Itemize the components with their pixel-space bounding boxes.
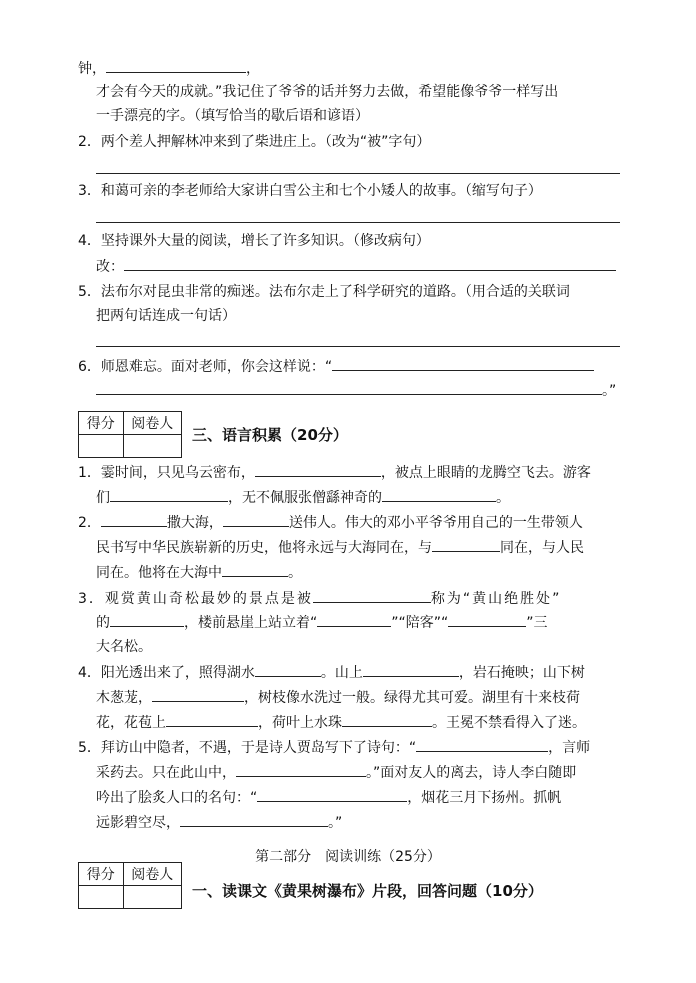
question-2: 2．两个差人押解林冲来到了柴进庄上。（改为“被”字句） [78, 134, 431, 150]
question-3: 3．和蔼可亲的李老师给大家讲白雪公主和七个小矮人的故事。（缩写句子） [78, 183, 542, 199]
answer-line[interactable] [96, 222, 620, 223]
blank[interactable] [257, 787, 407, 802]
s3-item5-line1: 5．拜访山中隐者，不遇，于是诗人贾岛写下了诗句：“ ，言师 [78, 737, 590, 757]
grader-label: 阅卷人 [123, 863, 181, 886]
blank[interactable] [222, 562, 288, 577]
score-cell[interactable] [79, 435, 124, 458]
s3-item5-line4: 远影碧空尽， 。” [96, 812, 342, 832]
question-5-line1: 5．法布尔对昆虫非常的痴迷。法布尔走上了科学研究的道路。（用合适的关联词 [78, 284, 570, 300]
blank[interactable] [363, 662, 459, 677]
question-4: 4．坚持课外大量的阅读，增长了许多知识。（修改病句） [78, 233, 430, 249]
s3-item4-line1: 4．阳光透出来了，照得湖水 。山上 ，岩石掩映；山下树 [78, 662, 585, 682]
s3-item2-line1: 2． 撒大海， 送伟人。伟大的邓小平爷爷用自己的一生带领人 [78, 512, 583, 532]
q1-line3: 一手漂亮的字。（填写恰当的歇后语和谚语） [96, 108, 369, 124]
section-3-title: 三、语言积累（20分） [192, 426, 348, 444]
blank[interactable] [223, 512, 289, 527]
blank[interactable] [432, 537, 500, 552]
question-6-line2: 。” [96, 380, 616, 400]
score-cell[interactable] [79, 886, 124, 909]
s3-item2-line2: 民书写中华民族崭新的历史，他将永远与大海同在，与 同在，与人民 [96, 537, 584, 557]
blank[interactable] [332, 356, 594, 371]
blank[interactable] [124, 256, 616, 271]
blank[interactable] [166, 712, 258, 727]
answer-line[interactable] [96, 173, 620, 174]
question-4-answer: 改： [96, 256, 616, 276]
question-5-line2: 把两句话连成一句话） [96, 308, 236, 324]
blank[interactable] [448, 612, 526, 627]
reading-question-1-title: 一、读课文《黄果树瀑布》片段，回答问题（10分） [192, 882, 543, 900]
blank[interactable] [416, 737, 548, 752]
s3-item3-line3: 大名松。 [96, 639, 152, 655]
grader-cell[interactable] [123, 435, 181, 458]
blank[interactable] [106, 58, 246, 73]
score-box [78, 411, 182, 458]
blank[interactable] [255, 662, 321, 677]
answer-line[interactable] [96, 346, 620, 347]
grader-cell[interactable] [123, 886, 181, 909]
blank[interactable] [382, 487, 496, 502]
score-box [78, 862, 182, 909]
q1-line2: 才会有今天的成就。”我记住了爷爷的话并努力去做，希望能像爷爷一样写出 [96, 84, 559, 100]
grader-label: 阅卷人 [123, 412, 181, 435]
part-2-heading: 第二部分 阅读训练（25分） [255, 849, 441, 865]
s3-item2-line3: 同在。他将在大海中 。 [96, 562, 302, 582]
blank[interactable] [313, 588, 431, 603]
blank[interactable] [317, 612, 391, 627]
blank[interactable] [101, 512, 167, 527]
blank[interactable] [236, 762, 366, 777]
s3-item3-line1: 3．观赏黄山奇松最妙的景点是被 称为“黄山绝胜处” [78, 588, 561, 608]
s3-item1-line2: 们 ，无不佩服张僧繇神奇的 。 [96, 487, 510, 507]
blank[interactable] [110, 487, 228, 502]
blank[interactable] [96, 380, 602, 395]
blank[interactable] [152, 687, 244, 702]
s3-item1-line1: 1．霎时间，只见乌云密布， ，被点上眼睛的龙腾空飞去。游客 [78, 462, 591, 482]
score-label: 得分 [79, 412, 124, 435]
blank[interactable] [180, 812, 328, 827]
s3-item4-line2: 木葱茏， ，树枝像水洗过一般。绿得尤其可爱。湖里有十来枝荷 [96, 687, 580, 707]
s3-item3-line2: 的 ，楼前悬崖上站立着“ ”“陪客”“ ”三 [96, 612, 548, 632]
blank[interactable] [342, 712, 432, 727]
blank[interactable] [255, 462, 381, 477]
score-label: 得分 [79, 863, 124, 886]
s3-item4-line3: 花，花苞上 ，荷叶上水珠 。王冕不禁看得入了迷。 [96, 712, 586, 732]
s3-item5-line2: 采药去。只在此山中， 。”面对友人的离去，诗人李白随即 [96, 762, 576, 782]
blank[interactable] [110, 612, 184, 627]
question-6-line1: 6．师恩难忘。面对老师，你会这样说：“ [78, 356, 594, 376]
s3-item5-line3: 吟出了脍炙人口的名句：“ ，烟花三月下扬州。抓帆 [96, 787, 561, 807]
q1-line1: 钟， ， [78, 58, 260, 78]
